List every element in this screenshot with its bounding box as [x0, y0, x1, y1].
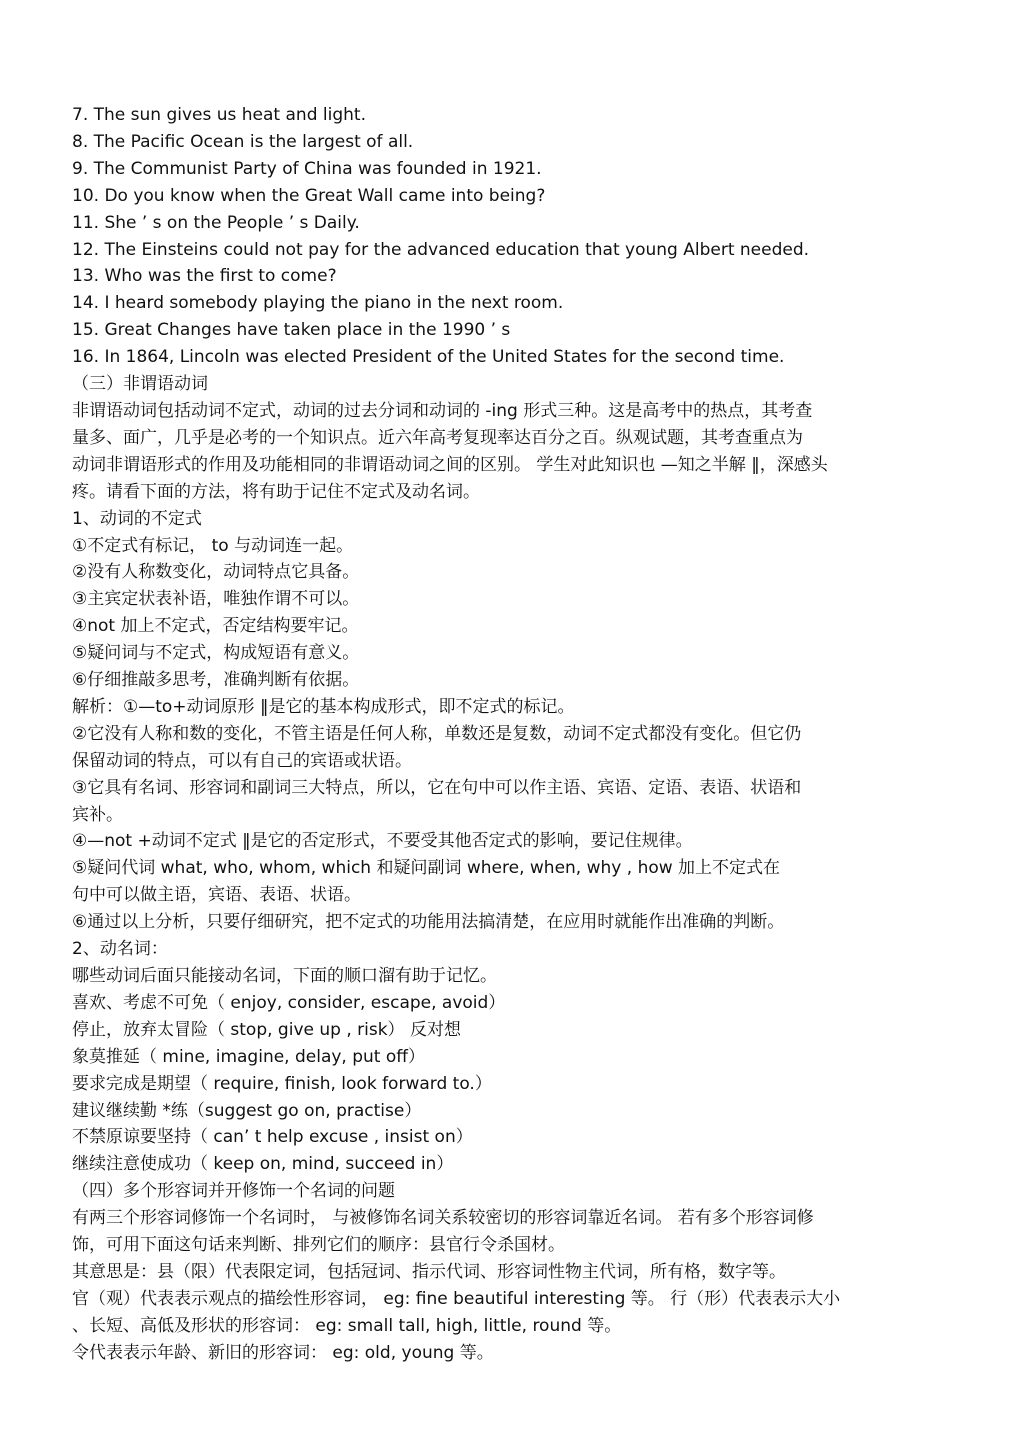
subsection-heading: 2、动名词：: [72, 939, 168, 960]
text-line: 15. Great Changes have taken place in the 1990 ’ s: [72, 320, 511, 341]
text-line: 14. I heard somebody playing the piano in the next room.: [72, 293, 564, 314]
text-line: 停止，放弃太冒险（ stop, give up , risk） 反对想: [72, 1019, 461, 1040]
text-line: 继续注意使成功（ keep on, mind, succeed in）: [72, 1154, 454, 1175]
text-line: 16. In 1864, Lincoln was elected President of the United States for the second time.: [72, 347, 785, 368]
text-line: 不禁原谅要坚持（ can’ t help excuse , insist on）: [72, 1127, 473, 1148]
text-line: 疼。请看下面的方法，将有助于记住不定式及动名词。: [72, 481, 480, 502]
text-line: ④—not +动词不定式 ‖是它的否定形式，不要受其他否定式的影响，要记住规律。: [72, 831, 693, 852]
text-line: ⑤疑问词与不定式，构成短语有意义。: [72, 643, 360, 664]
text-line: 解析：①—to+动词原形 ‖是它的基本构成形式，即不定式的标记。: [72, 696, 575, 717]
text-line: 保留动词的特点，可以有自己的宾语或状语。: [72, 750, 412, 771]
text-line: 喜欢、考虑不可免（ enjoy, consider, escape, avoid）: [72, 992, 506, 1013]
text-line: ①不定式有标记， to 与动词连一起。: [72, 535, 354, 556]
text-line: 7. The sun gives us heat and light.: [72, 105, 366, 125]
document-page: [72, 102, 962, 1367]
text-line: 象莫推延（ mine, imagine, delay, put off）: [72, 1046, 425, 1067]
text-line: ③主宾定状表补语，唯独作谓不可以。: [72, 589, 360, 610]
text-line: 13. Who was the first to come?: [72, 266, 337, 287]
text-line: 8. The Pacific Ocean is the largest of all.: [72, 131, 414, 152]
text-line: ③它具有名词、形容词和副词三大特点，所以，它在句中可以作主语、宾语、定语、表语、状语和: [72, 777, 802, 798]
text-line: 其意思是：县（限）代表限定词，包括冠词、指示代词、形容词性物主代词，所有格，数字等。: [72, 1261, 786, 1282]
text-line: 有两三个形容词修饰一个名词时， 与被修饰名词关系较密切的形容词靠近名词。 若有多个形容词修: [72, 1208, 814, 1229]
text-line: ②没有人称数变化，动词特点它具备。: [72, 562, 360, 583]
subsection-heading: 1、动词的不定式: [72, 508, 202, 529]
text-line: 9. The Communist Party of China was founded in 1921.: [72, 158, 542, 179]
text-line: 12. The Einsteins could not pay for the advanced education that young Albert needed.: [72, 239, 810, 260]
text-line: ⑥通过以上分析，只要仔细研究，把不定式的功能用法搞清楚，在应用时就能作出准确的判断。: [72, 912, 785, 933]
text-line: ⑥仔细推敲多思考，准确判断有依据。: [72, 670, 360, 691]
text-line: 11. She ’ s on the People ’ s Daily.: [72, 212, 360, 233]
text-line: 要求完成是期望（ require, finish, look forward to.）: [72, 1073, 492, 1094]
text-line: 量多、面广，几乎是必考的一个知识点。近六年高考复现率达百分之百。纵观试题，其考查重点为: [72, 427, 803, 448]
text-line: ②它没有人称和数的变化，不管主语是任何人称，单数还是复数，动词不定式都没有变化。但它仍: [72, 723, 802, 744]
text-line: 建议继续勤 *练（suggest go on, practise）: [72, 1100, 422, 1121]
text-line: 饰，可用下面这句话来判断、排列它们的顺序：县官行令杀国材。: [72, 1235, 565, 1256]
text-line: 10. Do you know when the Great Wall came into being?: [72, 185, 546, 206]
section-heading: （四）多个形容词并开修饰一个名词的问题: [72, 1181, 395, 1202]
text-line: 动词非谓语形式的作用及功能相同的非谓语动词之间的区别。 学生对此知识也 —知之半解 ‖，深感头: [72, 454, 828, 475]
text-line: 、长短、高低及形状的形容词： eg: small tall, high, little, round 等。: [72, 1315, 622, 1336]
text-line: 非谓语动词包括动词不定式，动词的过去分词和动词的 -ing 形式三种。这是高考中的热点，其考查: [72, 400, 813, 421]
text-line: ④not 加上不定式，否定结构要牢记。: [72, 616, 359, 637]
text-line: 令代表表示年龄、新旧的形容词： eg: old, young 等。: [72, 1342, 494, 1363]
text-line: 宾补。: [72, 804, 123, 825]
text-line: ⑤疑问代词 what, who, whom, which 和疑问副词 where, when, why , how 加上不定式在: [72, 858, 781, 879]
section-heading: （三）非谓语动词: [72, 374, 208, 395]
text-line: 句中可以做主语，宾语、表语、状语。: [72, 885, 361, 906]
text-line: 哪些动词后面只能接动名词，下面的顺口溜有助于记忆。: [72, 966, 497, 986]
text-line: 官（观）代表表示观点的描绘性形容词， eg: fine beautiful interesting 等。 行（形）代表表示大小: [72, 1288, 841, 1309]
